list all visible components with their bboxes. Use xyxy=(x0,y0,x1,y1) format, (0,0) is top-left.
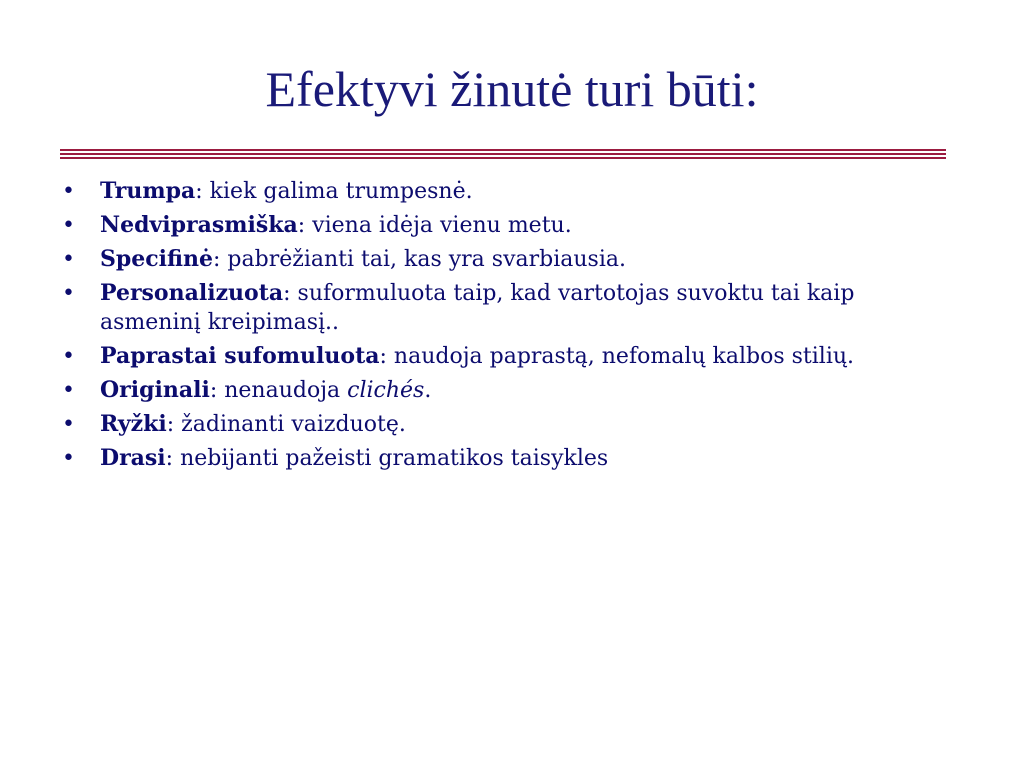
item-text: : nebijanti pažeisti gramatikos taisykles xyxy=(165,446,609,471)
item-term: Ryžki xyxy=(100,411,167,437)
bullet-icon: • xyxy=(62,344,75,369)
list-item xyxy=(62,444,962,473)
title-divider xyxy=(60,149,946,159)
item-term: Drasi xyxy=(100,445,166,471)
bullet-icon: • xyxy=(62,179,75,204)
list-item xyxy=(62,245,962,274)
item-text: : kiek galima trumpesnė. xyxy=(195,179,473,204)
item-term: Specifinė xyxy=(100,246,214,272)
bullet-list xyxy=(62,177,962,478)
list-item xyxy=(62,211,962,240)
item-text: : suformuluota taip, kad vartotojas suvoktu tai kaip asmeninį kreipimasį.. xyxy=(100,281,855,335)
list-item xyxy=(62,410,962,439)
list-item xyxy=(62,376,962,405)
item-text: : žadinanti vaizduotę. xyxy=(166,412,406,437)
item-text: : pabrėžianti tai, kas yra svarbiausia. xyxy=(213,247,626,272)
item-term: Originali xyxy=(100,377,210,403)
item-text: : viena idėja vienu metu. xyxy=(297,213,572,238)
item-term: Paprastai sufomuluota xyxy=(100,343,380,369)
bullet-icon: • xyxy=(62,412,75,437)
item-term: Trumpa xyxy=(100,178,196,204)
item-text: : naudoja paprastą, nefomalų kalbos stilių. xyxy=(379,344,855,369)
list-item xyxy=(62,177,962,206)
item-italic: clichés xyxy=(347,378,425,403)
item-term: Nedviprasmiška xyxy=(100,212,298,238)
item-text: : nenaudoja xyxy=(209,378,348,403)
slide-title: Efektyvi žinutė turi būti: xyxy=(265,61,759,117)
item-term: Personalizuota xyxy=(100,280,284,306)
divider-line-top xyxy=(60,149,946,151)
item-text-end: . xyxy=(424,378,432,403)
bullet-icon: • xyxy=(62,281,75,306)
list-item xyxy=(62,279,962,337)
bullet-icon: • xyxy=(62,213,75,238)
divider-line-middle xyxy=(60,153,946,155)
divider-line-bottom xyxy=(60,157,946,159)
bullet-icon: • xyxy=(62,446,75,471)
bullet-icon: • xyxy=(62,378,75,403)
bullet-icon: • xyxy=(62,247,75,272)
list-item xyxy=(62,342,962,371)
